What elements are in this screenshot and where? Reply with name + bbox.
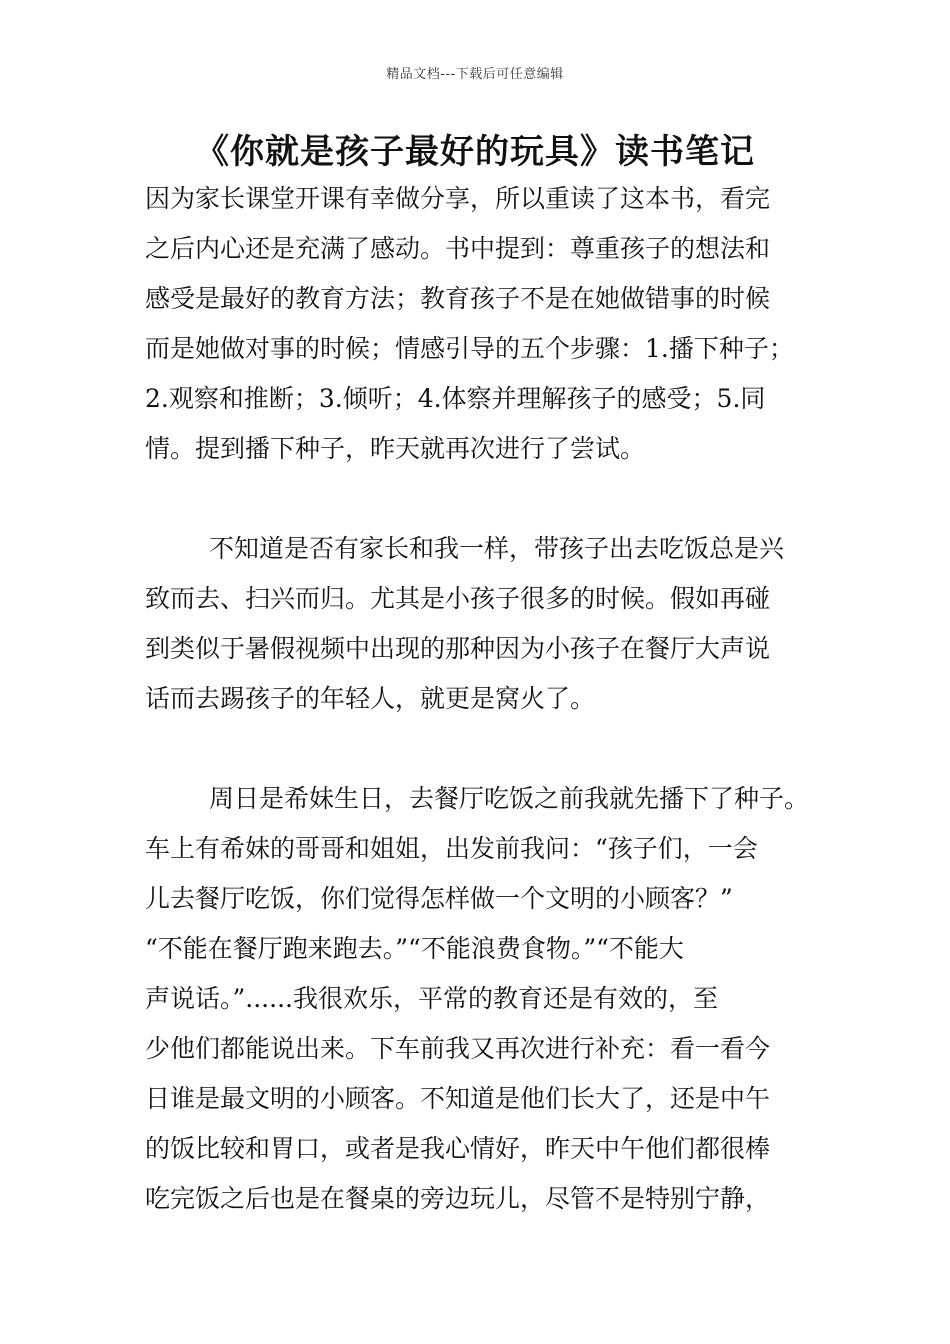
text-line: “不能在餐厅跑来跑去。”“不能浪费食物。”“不能大 — [145, 934, 684, 963]
document-title: 《你就是孩子最好的玩具》读书笔记 — [195, 132, 755, 172]
text-line: 致而去、扫兴而归。尤其是小孩子很多的时候。假如再碰 — [145, 584, 771, 613]
text-line: 因为家长课堂开课有幸做分享，所以重读了这本书，看完 — [145, 184, 771, 213]
paragraph-gap — [145, 724, 805, 774]
text-line: 而是她做对事的时候；情感引导的五个步骤：1.播下种子； — [145, 334, 794, 363]
text-line: 日谁是最文明的小顾客。不知道是他们长大了，还是中午 — [145, 1084, 771, 1113]
text-line: 感受是最好的教育方法；教育孩子不是在她做错事的时候 — [145, 284, 771, 313]
text-line: 的饭比较和胃口，或者是我心情好，昨天中午他们都很棒 — [145, 1134, 771, 1163]
text-line: 之后内心还是充满了感动。书中提到：尊重孩子的想法和 — [145, 234, 771, 263]
text-line: 儿去餐厅吃饭，你们觉得怎样做一个文明的小顾客？” — [145, 884, 733, 913]
text-line: 吃完饭之后也是在餐桌的旁边玩儿，尽管不是特别宁静， — [145, 1184, 771, 1213]
paragraph — [145, 174, 805, 474]
text-line: 情。提到播下种子，昨天就再次进行了尝试。 — [145, 434, 646, 463]
text-line: 话而去踢孩子的年轻人，就更是窝火了。 — [145, 684, 596, 713]
text-line: 2.观察和推断；3.倾听；4.体察并理解孩子的感受；5.同 — [145, 384, 766, 413]
text-line: 声说话。”......我很欢乐，平常的教育还是有效的，至 — [145, 984, 718, 1013]
text-line: 到类似于暑假视频中出现的那种因为小孩子在餐厅大声说 — [145, 634, 771, 663]
text-line: 少他们都能说出来。下车前我又再次进行补充：看一看今 — [145, 1034, 771, 1063]
page-header-watermark: 精品文档---下载后可任意编辑 — [386, 67, 564, 82]
document-body — [145, 174, 810, 1224]
text-line: 车上有希妹的哥哥和姐姐，出发前我问：“孩子们，一会 — [145, 834, 758, 863]
text-line: 周日是希妹生日，去餐厅吃饭之前我就先播下了种子。 — [209, 784, 810, 813]
text-line: 不知道是否有家长和我一样，带孩子出去吃饭总是兴 — [209, 534, 785, 563]
paragraph-gap — [145, 474, 805, 524]
paragraph — [145, 774, 810, 1224]
paragraph — [145, 524, 805, 724]
